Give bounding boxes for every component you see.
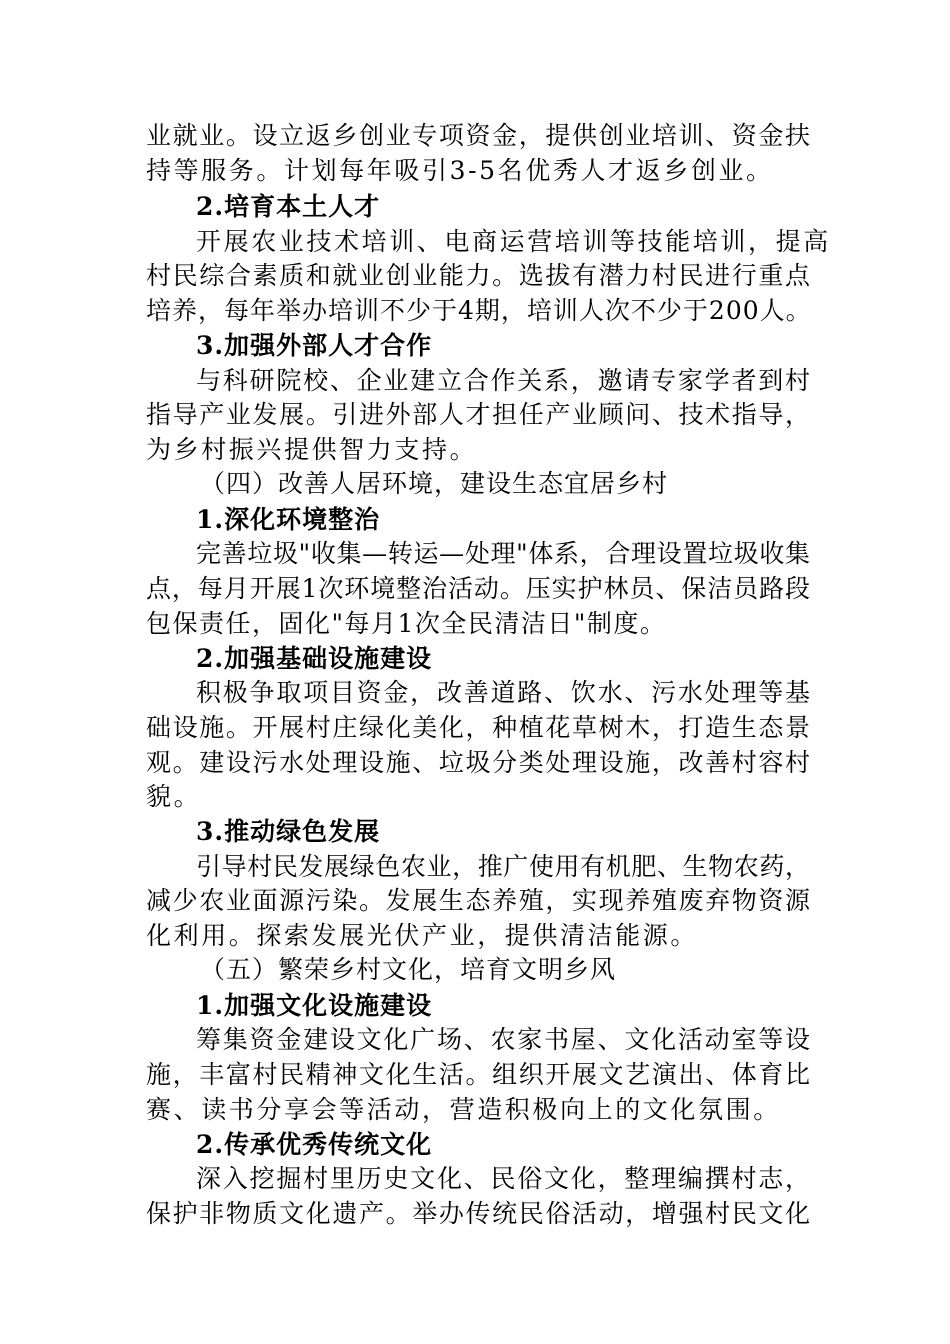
subheading: 3.加强外部人才合作 (196, 331, 433, 360)
paragraph-line: 减少农业面源污染。发展生态养殖，实现养殖废弃物资源 (146, 886, 810, 915)
paragraph-line: 赛、读书分享会等活动，营造积极向上的文化氛围。 (146, 1095, 781, 1124)
paragraph-line: 观。建设污水处理设施、垃圾分类处理设施，改善村容村 (146, 748, 810, 777)
paragraph-line: 与科研院校、企业建立合作关系，邀请专家学者到村 (196, 366, 810, 395)
paragraph-line: 业就业。设立返乡创业专项资金，提供创业培训、资金扶 (146, 121, 810, 150)
paragraph-line: 为乡村振兴提供智力支持。 (146, 435, 478, 464)
paragraph-line: 完善垃圾"收集—转运—处理"体系，合理设置垃圾收集 (196, 539, 810, 568)
section-heading: （四）改善人居环境，建设生态宜居乡村 (200, 469, 669, 498)
paragraph-line: 筹集资金建设文化广场、农家书屋、文化活动室等设 (196, 1025, 810, 1054)
paragraph-line: 础设施。开展村庄绿化美化，种植花草树木，打造生态景 (146, 713, 810, 742)
paragraph-line: 引导村民发展绿色农业，推广使用有机肥、生物农药， (196, 852, 810, 881)
paragraph-line: 保护非物质文化遗产。举办传统民俗活动，增强村民文化 (146, 1199, 810, 1228)
paragraph-line: 持等服务。计划每年吸引3-5名优秀人才返乡创业。 (146, 156, 774, 185)
subheading: 3.推动绿色发展 (196, 817, 381, 846)
paragraph-line: 积极争取项目资金，改善道路、饮水、污水处理等基 (196, 678, 810, 707)
paragraph-line: 施，丰富村民精神文化生活。组织开展文艺演出、体育比 (146, 1060, 810, 1089)
paragraph-line: 点，每月开展1次环境整治活动。压实护林员、保洁员路段 (146, 574, 810, 603)
subheading: 1.加强文化设施建设 (196, 991, 433, 1020)
subheading: 2.加强基础设施建设 (196, 644, 433, 673)
paragraph-line: 包保责任，固化"每月1次全民清洁日"制度。 (146, 609, 667, 638)
section-heading: （五）繁荣乡村文化，培育文明乡风 (200, 955, 617, 984)
paragraph-line: 开展农业技术培训、电商运营培训等技能培训，提高 (196, 227, 831, 256)
paragraph-line: 培养，每年举办培训不少于4期，培训人次不少于200人。 (146, 296, 812, 325)
paragraph-line: 指导产业发展。引进外部人才担任产业顾问、技术指导， (146, 400, 810, 429)
paragraph-line: 深入挖掘村里历史文化、民俗文化，整理编撰村志， (196, 1164, 810, 1193)
subheading: 2.培育本土人才 (196, 192, 381, 221)
paragraph-line: 貌。 (146, 782, 202, 811)
subheading: 2.传承优秀传统文化 (196, 1130, 433, 1159)
subheading: 1.深化环境整治 (196, 505, 381, 534)
paragraph-line: 化利用。探索发展光伏产业，提供清洁能源。 (146, 921, 699, 950)
paragraph-line: 村民综合素质和就业创业能力。选拔有潜力村民进行重点 (146, 261, 810, 290)
